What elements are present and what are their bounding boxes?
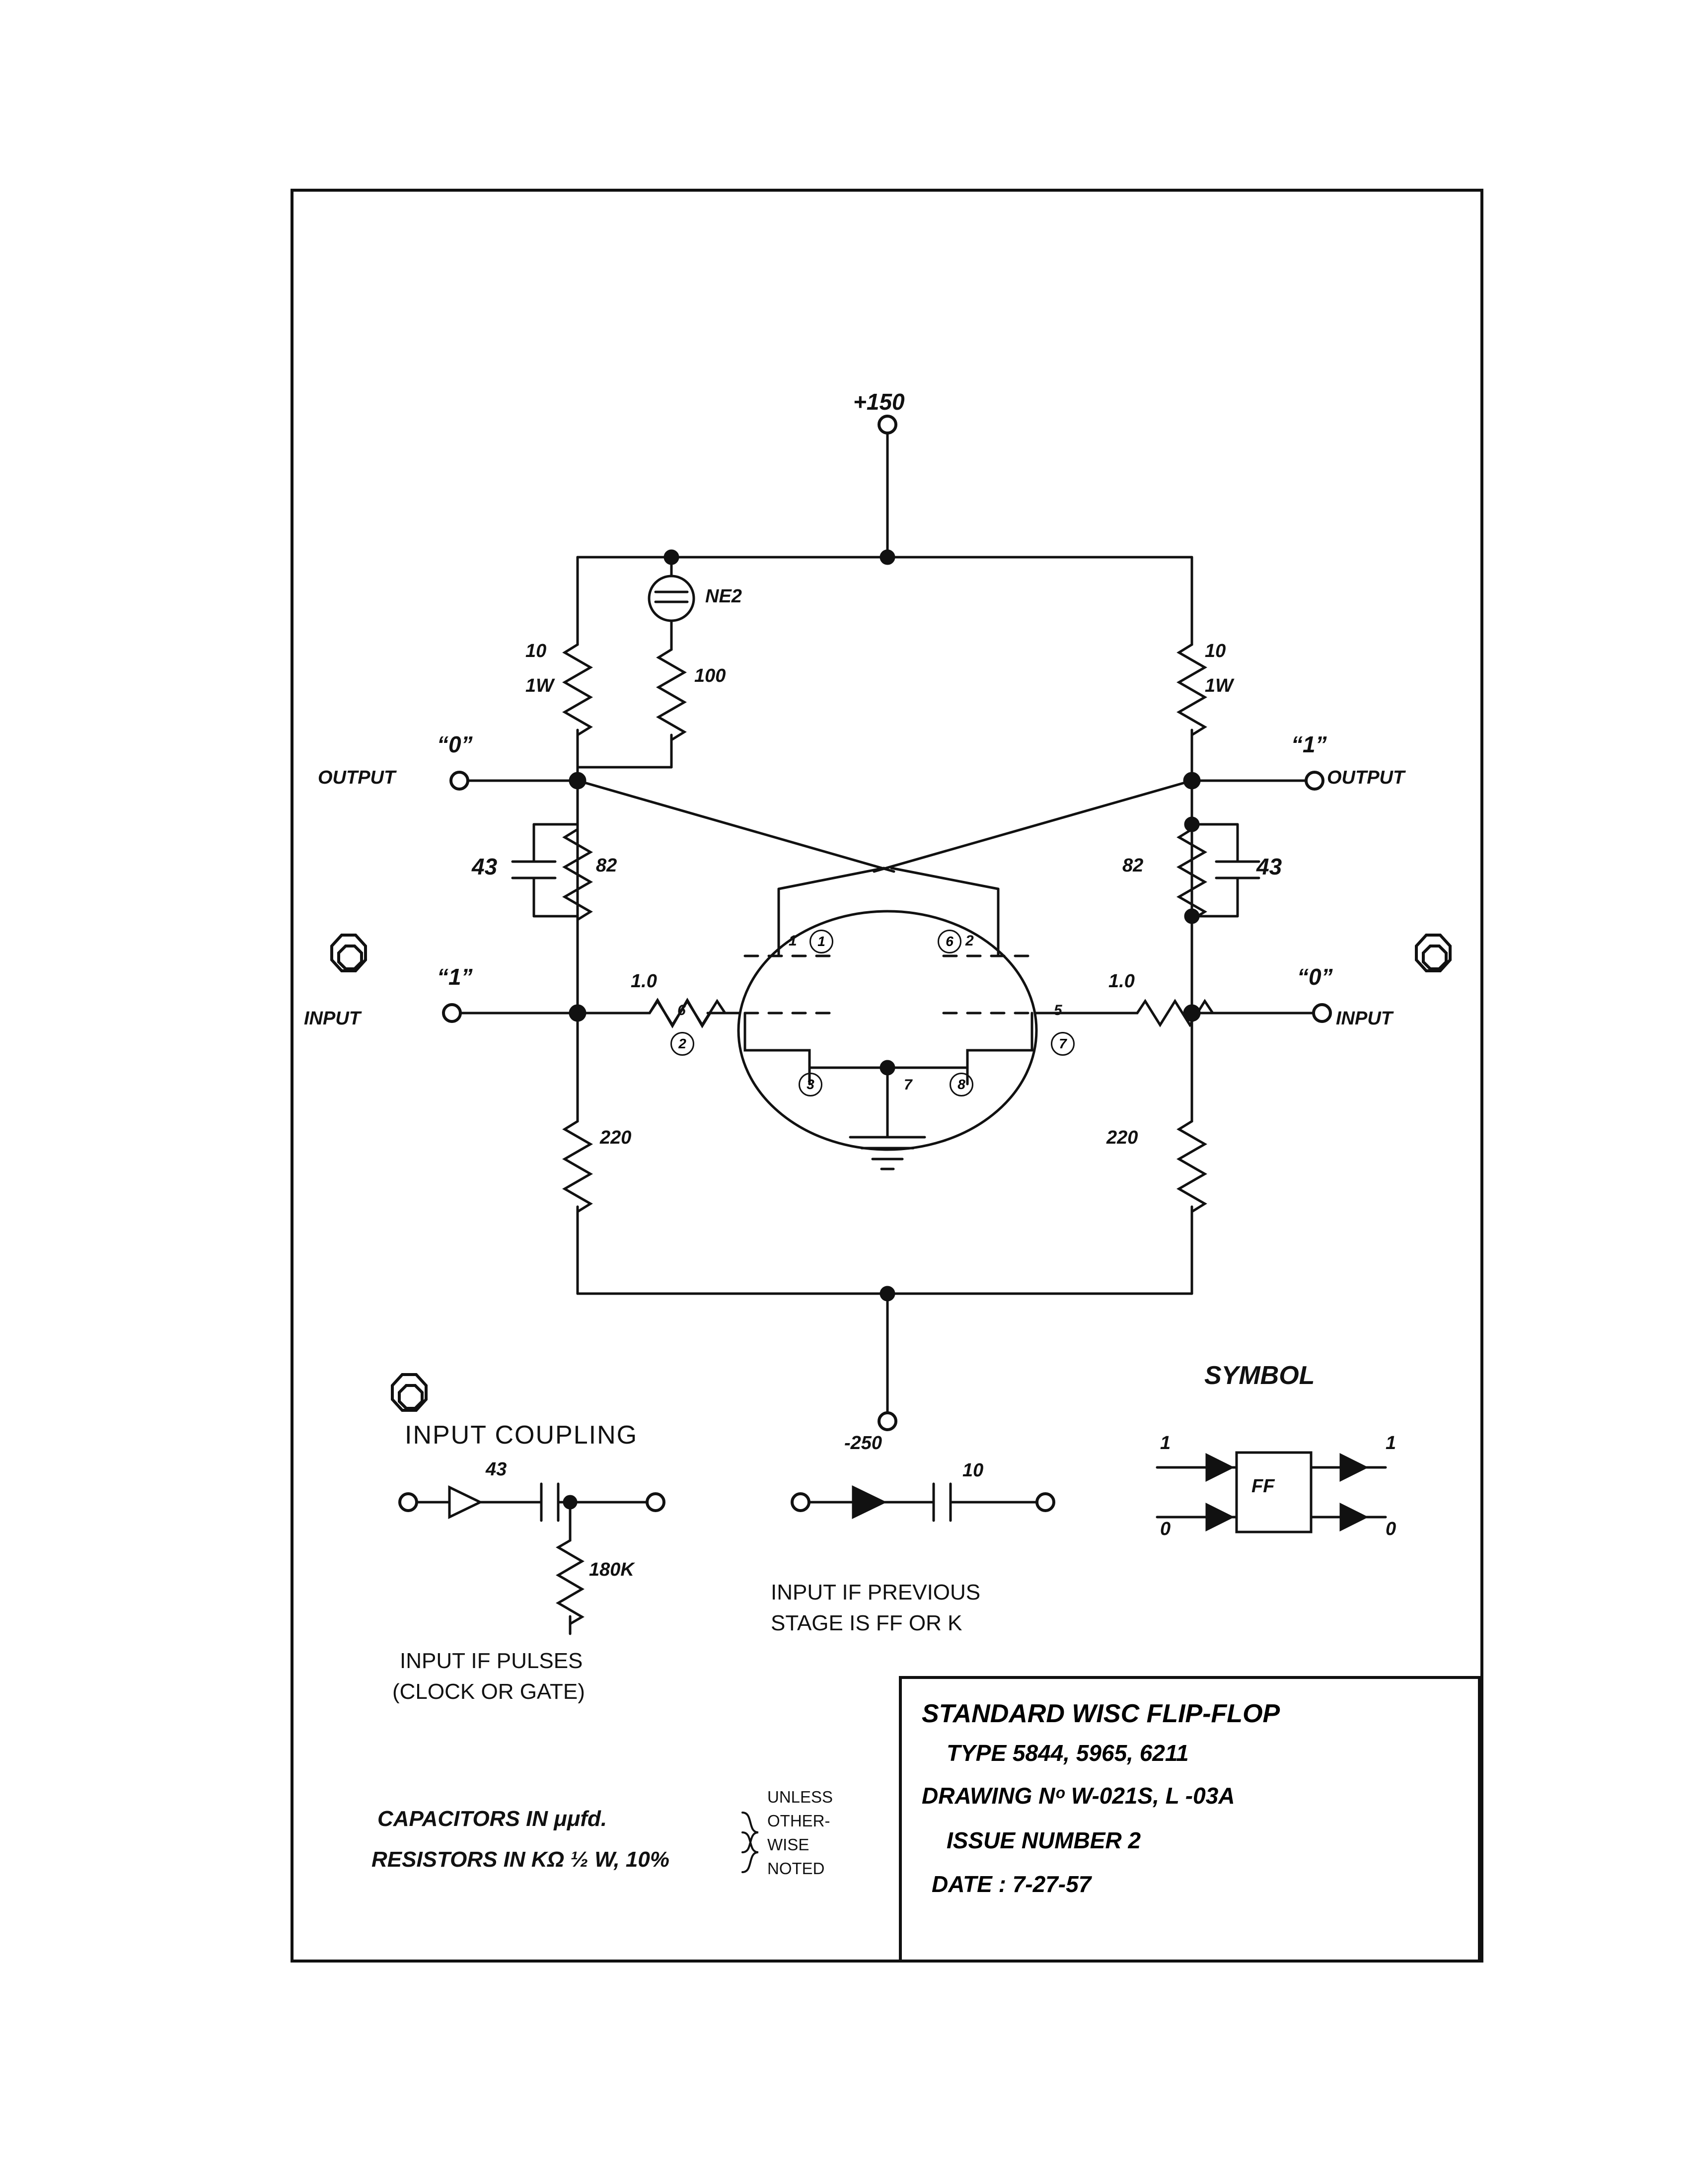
- resistor-left-1p0-label: 1.0: [631, 971, 657, 992]
- input-coupling-cap-value: 43: [486, 1459, 507, 1480]
- symbol-out-top: 1: [1386, 1433, 1396, 1454]
- pin-cathode-left-small: 6: [677, 1002, 686, 1019]
- input-coupling-heading: INPUT COUPLING: [405, 1421, 638, 1450]
- notes-brace-3: WISE: [767, 1835, 809, 1854]
- resistor-right-plate-watt: 1W: [1205, 675, 1233, 696]
- symbol-out-bottom: 0: [1386, 1519, 1396, 1539]
- resistor-left-220-label: 220: [600, 1127, 632, 1148]
- pin-cathode-right-circled: 7: [1051, 1032, 1075, 1056]
- symbol-box-label: FF: [1251, 1476, 1275, 1497]
- output-left-label: OUTPUT: [318, 767, 396, 788]
- title-block-date: DATE : 7-27-57: [932, 1871, 1092, 1897]
- resistor-100-label: 100: [694, 665, 726, 686]
- output-left-quote: “0”: [437, 731, 473, 757]
- resistor-left-plate-watt: 1W: [525, 675, 554, 696]
- resistor-right-plate-label: 10: [1205, 641, 1226, 661]
- supply-negative-label: -250: [844, 1433, 882, 1454]
- pin-plate-left-circled: 3: [799, 1073, 822, 1096]
- pin-cathode-right-small: 5: [1054, 1002, 1062, 1019]
- title-block-title: STANDARD WISC FLIP-FLOP: [922, 1699, 1280, 1728]
- input-right-label: INPUT: [1336, 1008, 1393, 1029]
- capacitor-left-43-label: 43: [472, 854, 498, 879]
- resistor-right-82-label: 82: [1122, 855, 1144, 876]
- notes-brace-4: NOTED: [767, 1859, 825, 1878]
- input-coupling-resistor-value: 180K: [589, 1559, 634, 1580]
- resistor-left-plate-label: 10: [525, 641, 547, 661]
- notes-brace-1: UNLESS: [767, 1788, 833, 1806]
- title-block-type: TYPE 5844, 5965, 6211: [947, 1740, 1189, 1766]
- pin-grid-right-circled: 6: [938, 930, 961, 953]
- notes-line-1: CAPACITORS IN μμfd.: [377, 1807, 607, 1831]
- input-coupling-caption-2: (CLOCK OR GATE): [392, 1679, 585, 1704]
- pin-center-number: 7: [904, 1077, 912, 1093]
- resistor-left-82-label: 82: [596, 855, 617, 876]
- pin-grid-right-small: 2: [965, 933, 974, 949]
- pin-cathode-left-circled: 2: [670, 1032, 694, 1056]
- symbol-heading: SYMBOL: [1204, 1361, 1315, 1390]
- title-block-drawing-no: DRAWING Nᵒ W-021S, L -03A: [922, 1783, 1235, 1809]
- supply-positive-label: +150: [853, 389, 905, 415]
- input-left-label: INPUT: [304, 1008, 361, 1029]
- pin-grid-left-small: 1: [789, 933, 797, 949]
- notes-line-2: RESISTORS IN KΩ ½ W, 10%: [371, 1847, 669, 1872]
- title-block: [899, 1676, 1481, 1963]
- title-block-issue: ISSUE NUMBER 2: [947, 1827, 1141, 1853]
- ne2-label: NE2: [705, 586, 742, 607]
- symbol-in-bottom: 0: [1160, 1519, 1171, 1539]
- symbol-in-top: 1: [1160, 1433, 1171, 1454]
- output-right-label: OUTPUT: [1327, 767, 1405, 788]
- previous-stage-cap-value: 10: [962, 1460, 984, 1481]
- previous-stage-caption-2: STAGE IS FF OR K: [771, 1611, 962, 1635]
- input-left-quote: “1”: [437, 964, 473, 990]
- input-right-quote: “0”: [1297, 964, 1333, 990]
- resistor-right-220-label: 220: [1106, 1127, 1138, 1148]
- notes-brace-2: OTHER-: [767, 1812, 830, 1830]
- capacitor-right-43-label: 43: [1256, 854, 1282, 879]
- pin-plate-right-circled: 8: [950, 1073, 973, 1096]
- pin-grid-left-circled: 1: [809, 930, 833, 953]
- output-right-quote: “1”: [1291, 731, 1327, 757]
- previous-stage-caption-1: INPUT IF PREVIOUS: [771, 1580, 981, 1604]
- resistor-right-1p0-label: 1.0: [1108, 971, 1135, 992]
- input-coupling-caption-1: INPUT IF PULSES: [400, 1649, 583, 1673]
